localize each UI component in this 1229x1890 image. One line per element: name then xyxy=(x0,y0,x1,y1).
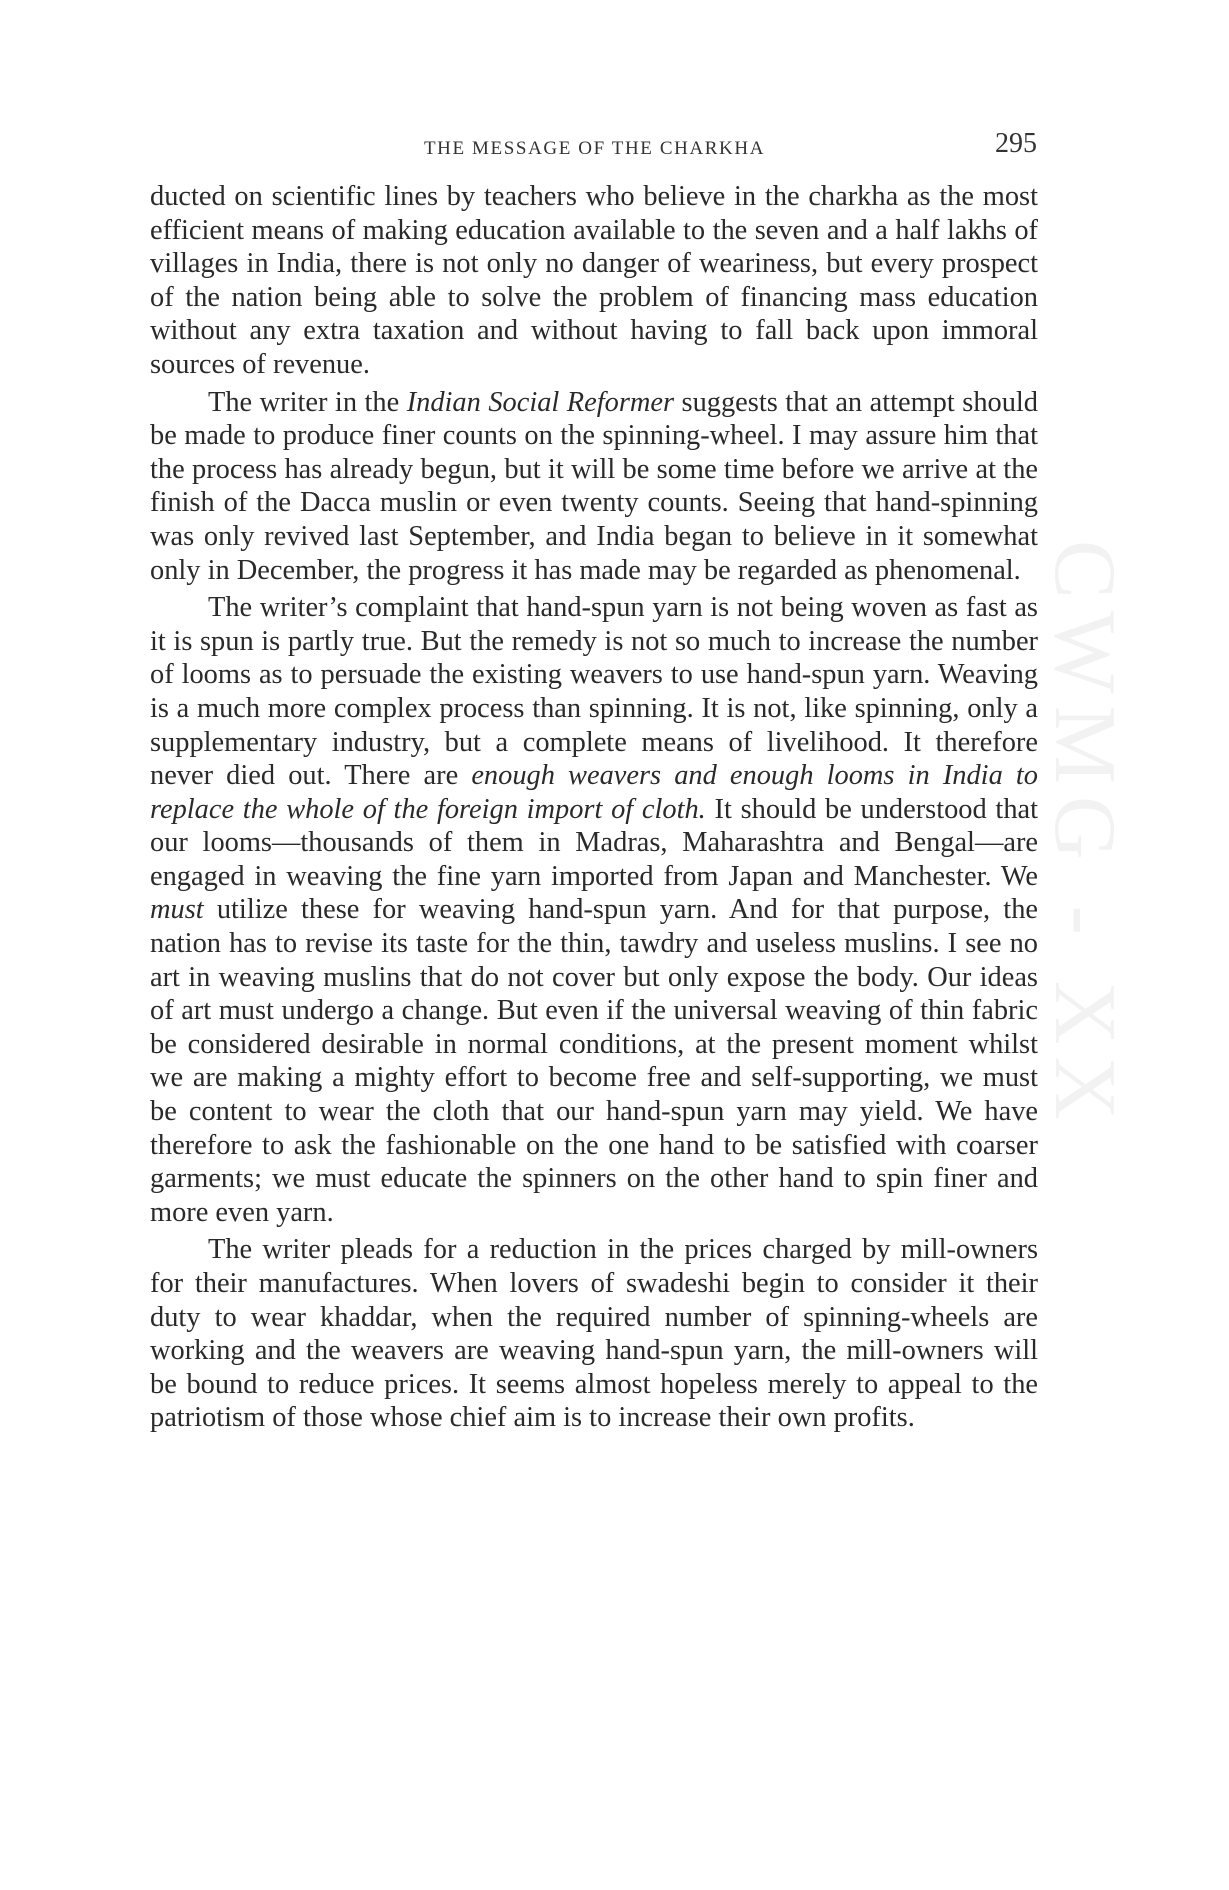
watermark: CWMG - XX xyxy=(1036,540,1133,1132)
page-header xyxy=(152,128,1037,168)
paragraph-2 xyxy=(150,386,1038,588)
paragraph-3-text-e: utilize these for weaving hand-spun yarn. And for that purpose, the nation has to revise its taste for the thin, tawdry and useless muslins. I see no art in weaving muslins that do not cover but only expose the body. Our ideas of art must undergo a change. But even if the universal weaving of thin fabric be considered desirable in normal conditions, at the present moment whilst we are making a mighty effort to become free and self-supporting, we must be content to wear the cloth that our hand-spun yarn may yield. We have therefore to ask the fashionable on the one hand to be satisfied with coarser garments; we must educate the spinners on the other hand to spin finer and more even yarn. xyxy=(150,894,1038,1228)
emphasis-must: must xyxy=(150,894,204,926)
paragraph-3 xyxy=(150,591,1038,1229)
paragraph-3-text-c: It should be understood that our looms—thousands of them in Madras, Maharashtra and Bengal—are engaged in weaving the fine yarn imported from Japan and Manchester. We xyxy=(150,793,1038,892)
paragraph-4: The writer pleads for a reduction in the prices charged by mill-owners for their manufactures. When lovers of swadeshi begin to consider it their duty to wear khaddar, when the required number of spinning-wheels are working and the weavers are weaving hand-spun yarn, the mill-owners will be bound to reduce prices. It seems almost hopeless merely to appeal to the patriotism of those whose chief aim is to increase their own profits. xyxy=(150,1234,1038,1434)
paragraph-2-text-c: suggests that an attempt should be made to produce finer counts on the spinning-wheel. I may assure him that the process has already begun, but it will be some time before we arrive at the finish of the Dacca muslin or even twenty counts. Seeing that hand-spinning was only revived last September, and India began to believe in it somewhat only in December, the progress it has made may be regarded as phenomenal. xyxy=(150,386,1038,586)
publication-title: Indian Social Reformer xyxy=(406,386,675,418)
page-number: 295 xyxy=(995,128,1037,159)
paragraph-3-text-a: The writer’s complaint that hand-spun yarn is not being woven as fast as it is spun is partly true. But the remedy is not so much to increase the number of looms as to persuade the existing weavers to use hand-spun yarn. Weaving is a much more complex process than spinning. It is not, like spinning, only a supplementary industry, but a complete means of livelihood. It therefore never died out. There are xyxy=(150,592,1038,792)
emphasis-weavers-looms: enough weavers and enough looms in India to replace the whole of the foreign import of cloth. xyxy=(150,760,1038,825)
paragraph-2-text-a: The writer in the xyxy=(208,386,407,418)
body-text xyxy=(150,180,1038,1439)
paragraph-1: ducted on scientific lines by teachers who believe in the charkha as the most efficient means of making education available to the seven and a half lakhs of villages in India, there is not only no danger of weariness, but every prospect of the nation being able to solve the problem of financing mass education without any extra taxation and without having to fall back upon immoral sources of revenue. xyxy=(150,181,1038,380)
running-head: THE MESSAGE OF THE CHARKHA xyxy=(423,138,766,159)
